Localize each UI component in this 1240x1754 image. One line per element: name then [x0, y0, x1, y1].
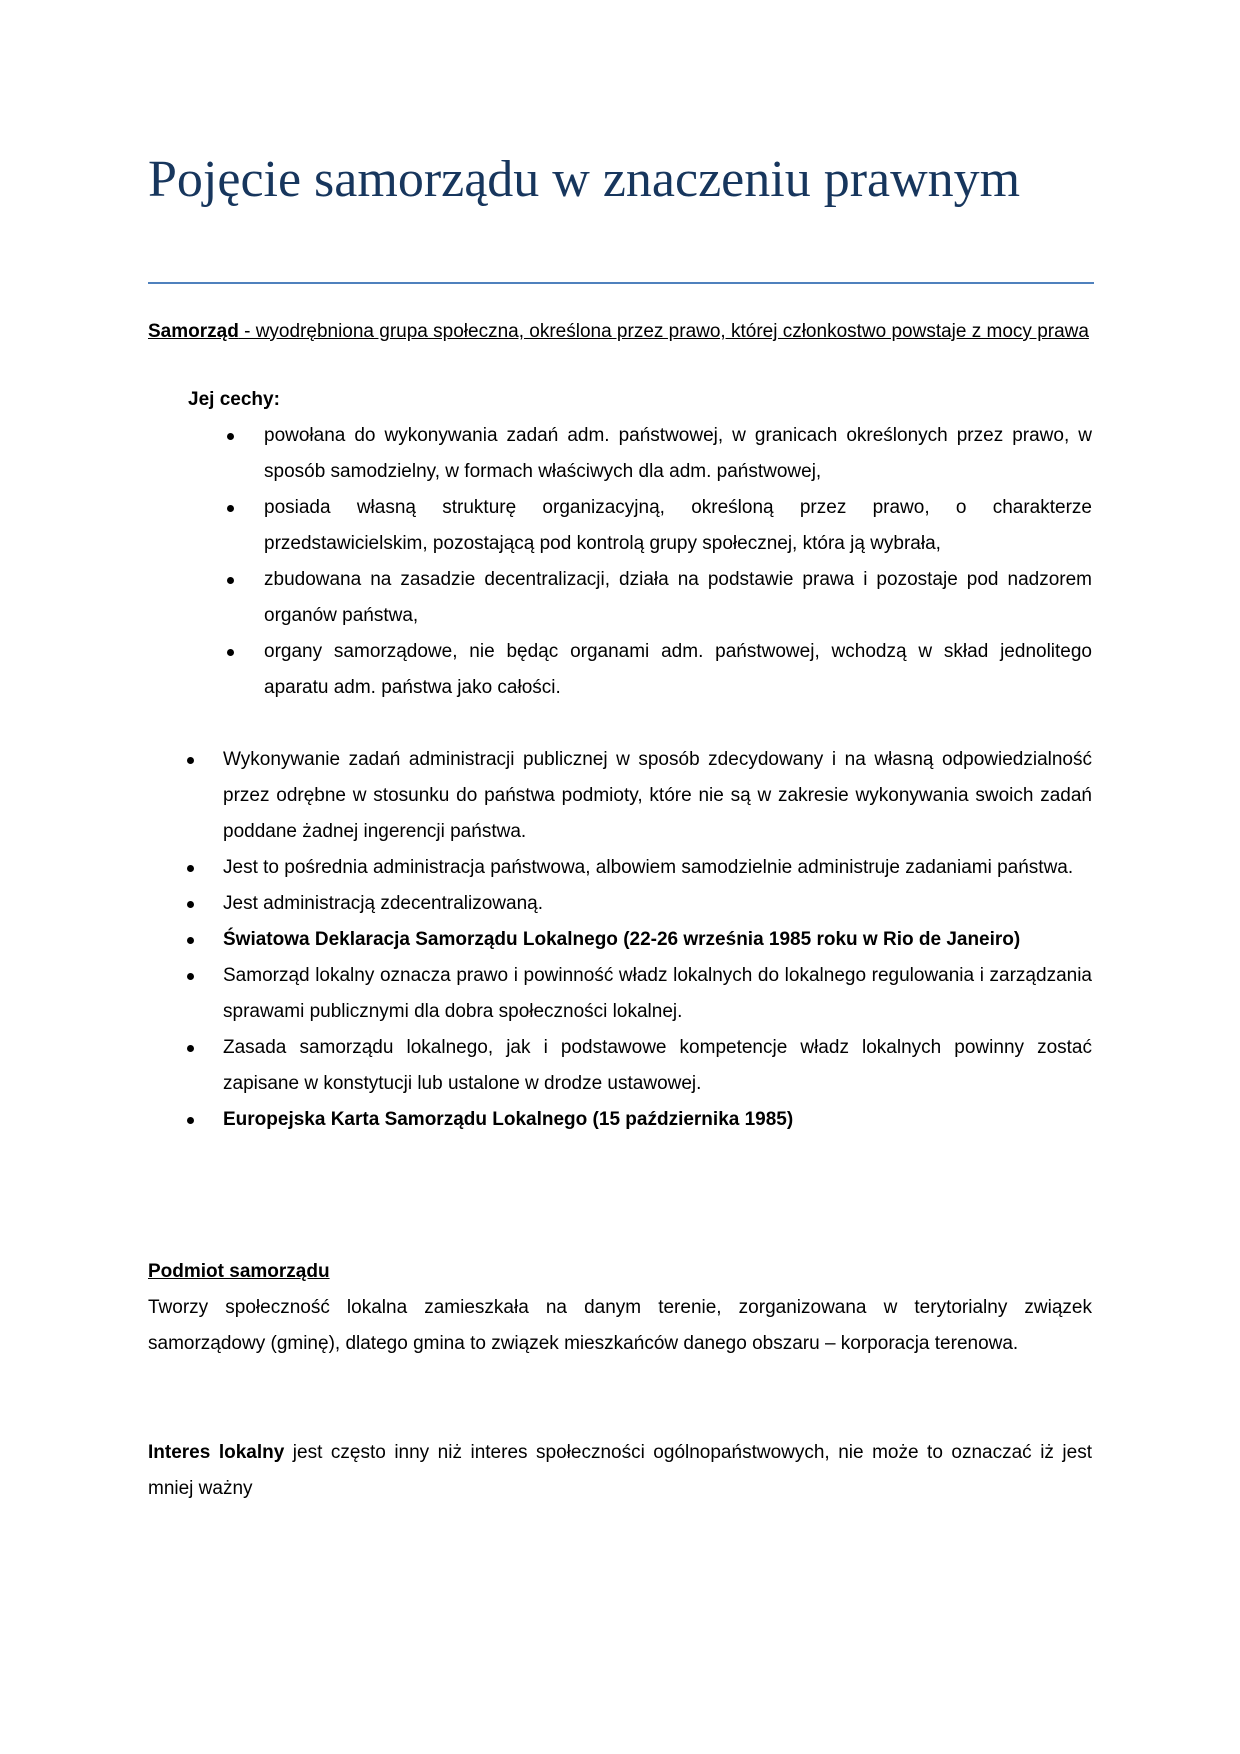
main-bullet-list [223, 742, 1092, 1138]
interest-term: Interes lokalny [148, 1442, 285, 1463]
title-underline-rule [148, 282, 1094, 284]
main-list-item-bold: Światowa Deklaracja Samorządu Lokalnego (22-26 września 1985 roku w Rio de Janeiro) [223, 922, 1092, 958]
main-list-item: Wykonywanie zadań administracji publicznej w sposób zdecydowany i na własną odpowiedzialność przez odrębne w stosunku do państwa podmioty, które nie są w zakresie wykonywania swoich zadań poddane żadnej ingerencji państwa. [223, 742, 1092, 850]
features-heading: Jej cechy: [188, 389, 280, 410]
features-list-item: zbudowana na zasadzie decentralizacji, działa na podstawie prawa i pozostaje pod nadzorem organów państwa, [264, 562, 1092, 634]
features-list-item: posiada własną strukturę organizacyjną, określoną przez prawo, o charakterze przedstawicielskim, pozostającą pod kontrolą grupy społecznej, która ją wybrała, [264, 490, 1092, 562]
main-list-item: Zasada samorządu lokalnego, jak i podstawowe kompetencje władz lokalnych powinny zostać zapisane w konstytucji lub ustalone w drodze ustawowej. [223, 1030, 1092, 1102]
page-title: Pojęcie samorządu w znaczeniu prawnym [148, 151, 1021, 208]
interest-text: jest często inny niż interes społeczności ogólnopaństwowych, nie może to oznaczać iż jest mniej ważny [148, 1442, 1092, 1499]
subject-heading: Podmiot samorządu [148, 1261, 330, 1282]
main-list-item: Jest to pośrednia administracja państwowa, albowiem samodzielnie administruje zadaniami państwa. [223, 850, 1092, 886]
interest-paragraph [148, 1435, 1092, 1507]
main-list-item: Jest administracją zdecentralizowaną. [223, 886, 1092, 922]
features-list-item: organy samorządowe, nie będąc organami adm. państwowej, wchodzą w skład jednolitego aparatu adm. państwa jako całości. [264, 634, 1092, 706]
features-list [264, 418, 1092, 706]
main-list-item: Samorząd lokalny oznacza prawo i powinność władz lokalnych do lokalnego regulowania i zarządzania sprawami publicznymi dla dobra społeczności lokalnej. [223, 958, 1092, 1030]
main-list-item-bold: Europejska Karta Samorządu Lokalnego (15 października 1985) [223, 1102, 1092, 1138]
definition-text: - wyodrębniona grupa społeczna, określona przez prawo, której członkostwo powstaje z mocy prawa [238, 321, 1089, 342]
definition-term: Samorząd [148, 321, 239, 342]
definition-paragraph [148, 314, 1092, 350]
subject-paragraph: Tworzy społeczność lokalna zamieszkała na danym terenie, zorganizowana w terytorialny związek samorządowy (gminę), dlatego gmina to związek mieszkańców danego obszaru – korporacja terenowa. [148, 1297, 1092, 1354]
features-list-item: powołana do wykonywania zadań adm. państwowej, w granicach określonych przez prawo, w sposób samodzielny, w formach właściwych dla adm. państwowej, [264, 418, 1092, 490]
